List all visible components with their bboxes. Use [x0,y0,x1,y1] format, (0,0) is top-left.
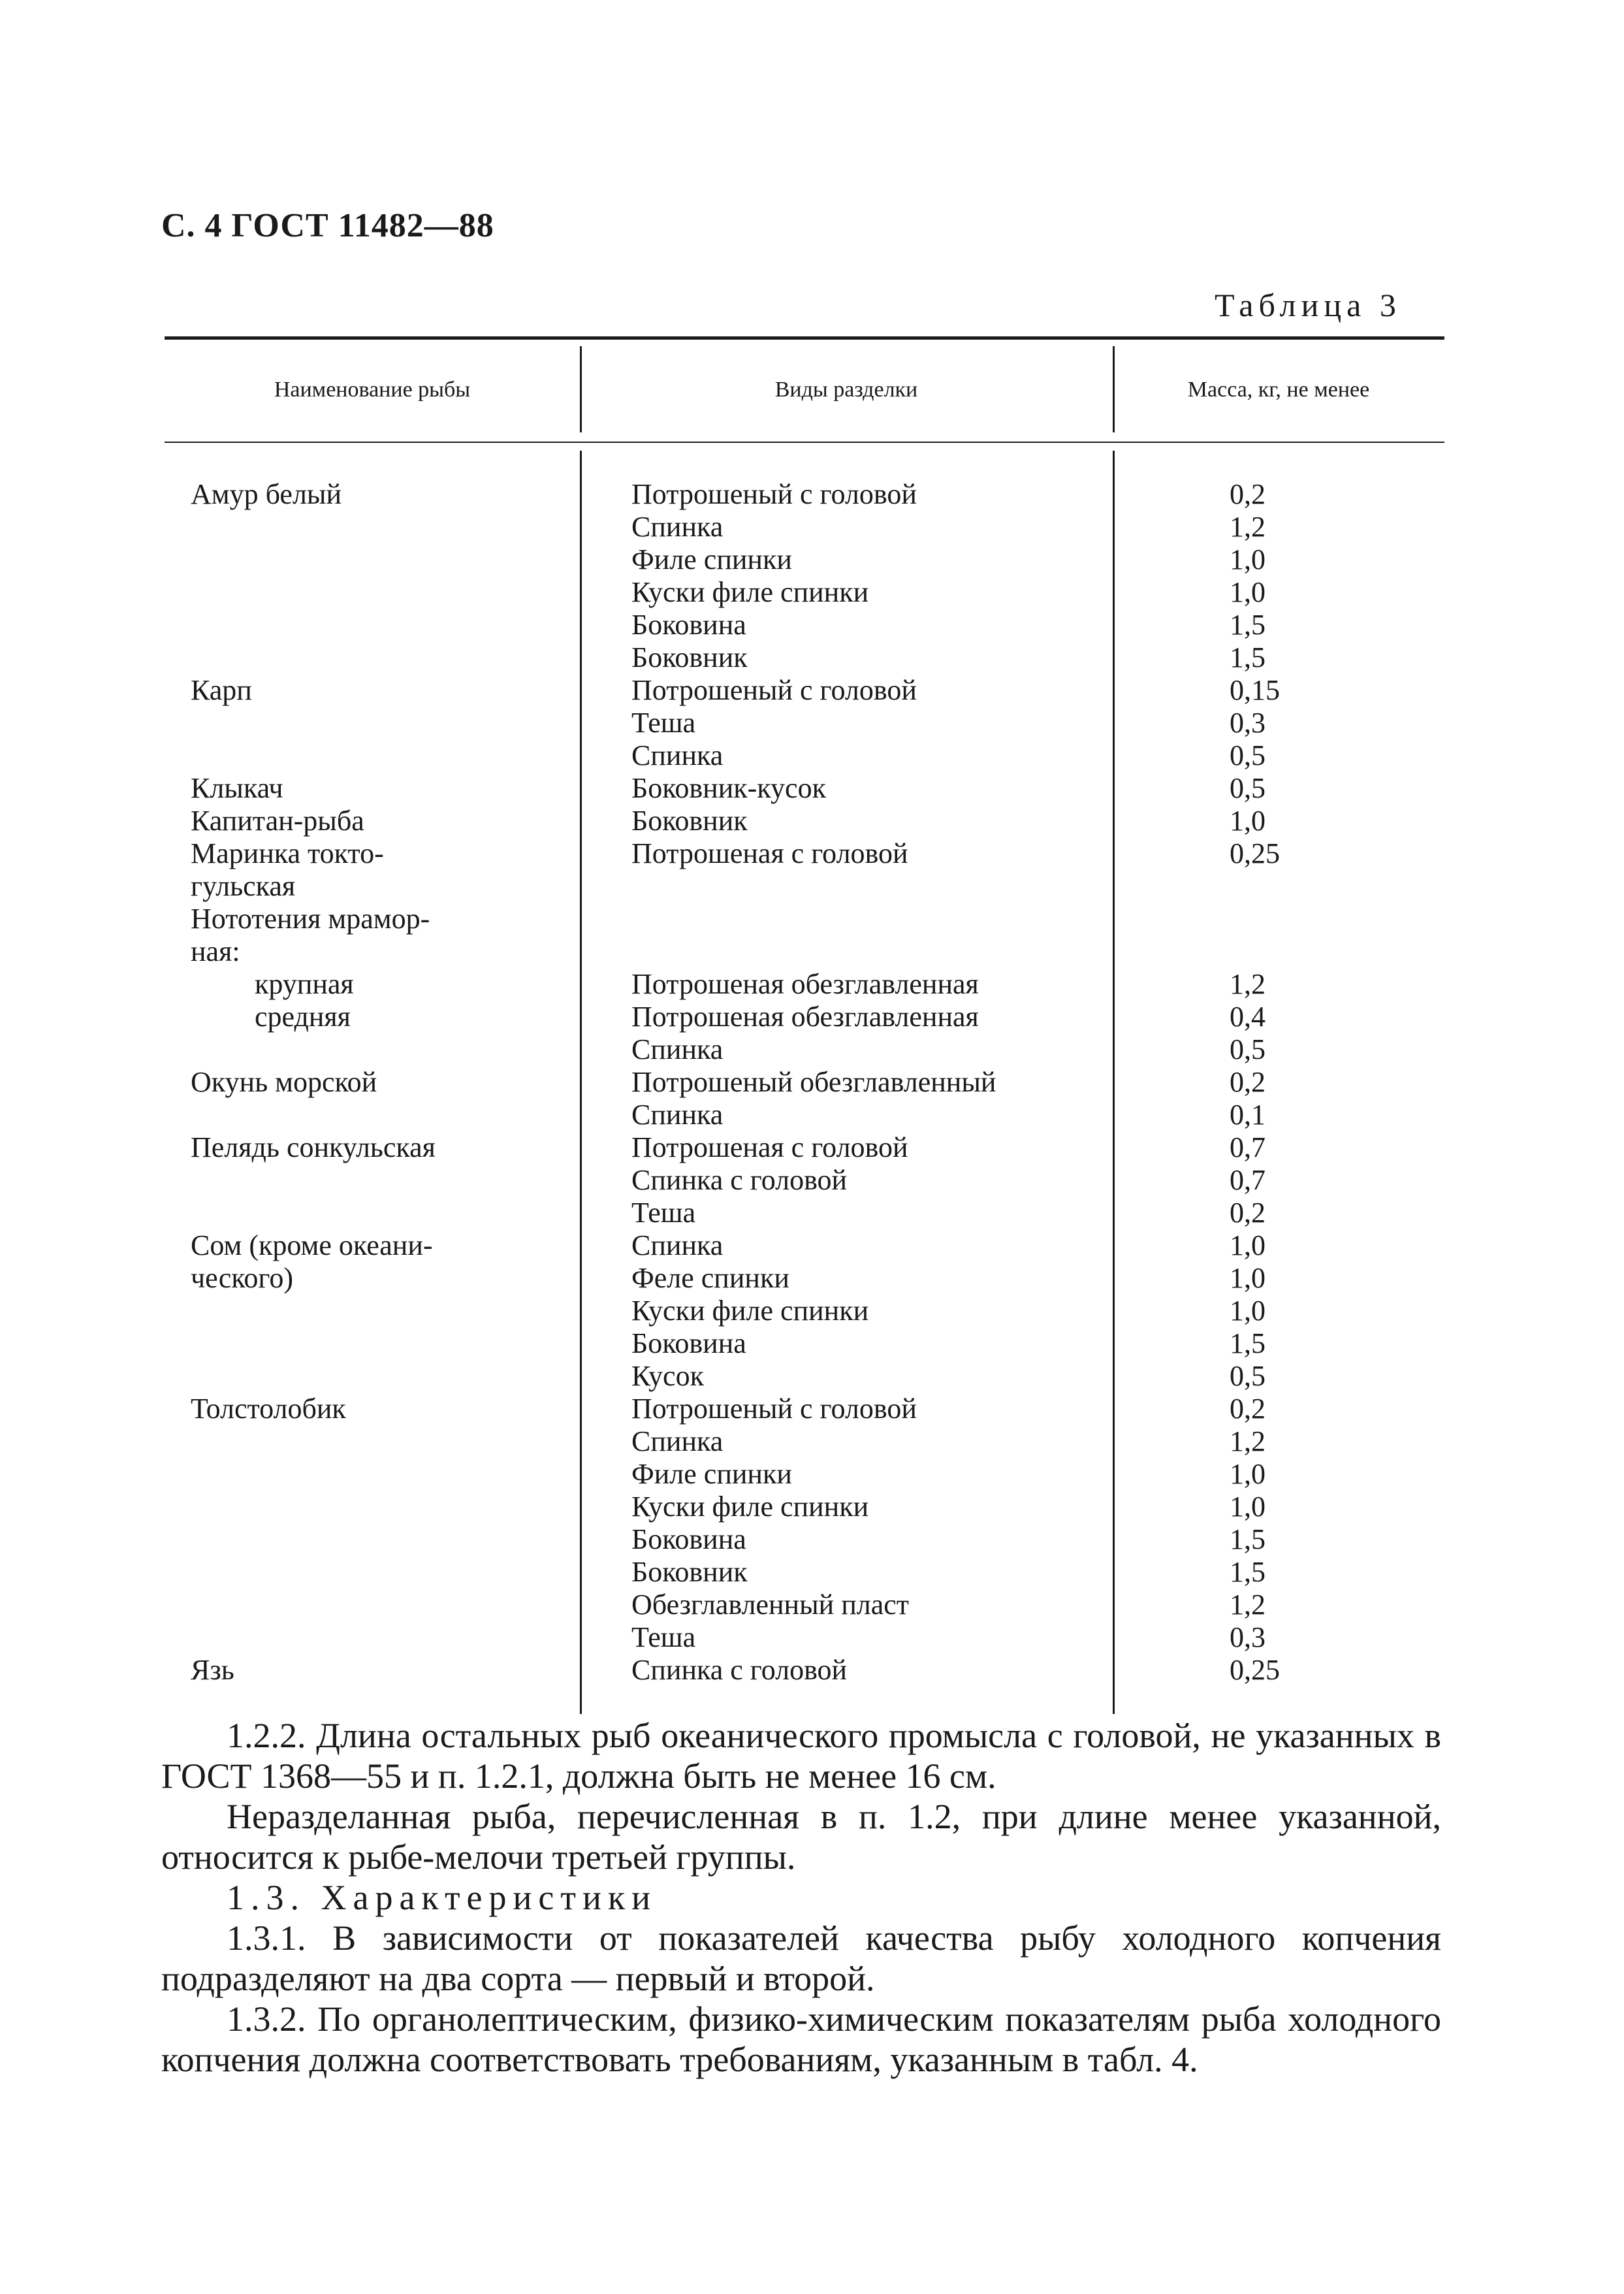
table-header-rule [165,442,1444,443]
cut-type-cell: Потрошеный с головой [631,674,917,706]
cut-type-cell: Филе спинки [631,1458,792,1490]
fish-name-cell: Пелядь сонкульская [191,1131,436,1163]
cut-type-cell: Феле спинки [631,1262,789,1294]
mass-cell: 1,2 [1230,968,1266,1000]
mass-cell: 1,0 [1230,1458,1266,1490]
mass-cell: 1,0 [1230,1295,1266,1327]
mass-cell: 0,5 [1230,1033,1266,1065]
fish-name-cell: средняя [255,1001,351,1033]
mass-cell: 1,5 [1230,1556,1266,1588]
mass-cell: 1,0 [1230,1491,1266,1523]
cut-type-cell: Потрошеная с головой [631,837,908,869]
fish-name-cell: Сом (кроме океани- [191,1229,433,1261]
body-text [161,1715,1441,2080]
paragraph-undressed-fish: Неразделанная рыба, перечисленная в п. 1.2, при длине менее указанной, относится к рыбе-мелочи третьей группы. [161,1797,1441,1877]
cut-type-cell: Куски филе спинки [631,576,869,608]
table-top-rule [165,336,1444,340]
table-row [0,1589,1624,1621]
table-row [0,1262,1624,1295]
mass-cell: 1,0 [1230,1262,1266,1294]
table-row [0,1360,1624,1393]
mass-cell: 1,5 [1230,641,1266,673]
table-row [0,1491,1624,1523]
table-row [0,1327,1624,1360]
cut-type-cell: Спинка [631,1033,724,1065]
mass-cell: 1,0 [1230,805,1266,837]
table-row [0,1654,1624,1687]
table-row [0,609,1624,641]
table-row [0,707,1624,739]
mass-cell: 0,4 [1230,1001,1266,1033]
cut-type-cell: Кусок [631,1360,704,1392]
table-row [0,674,1624,707]
fish-name-cell: крупная [255,968,354,1000]
cut-type-cell: Спинка [631,511,724,543]
table-row [0,641,1624,674]
cut-type-cell: Боковина [631,609,746,641]
cut-type-cell: Спинка [631,1099,724,1131]
cut-type-cell: Потрошеная обезглавленная [631,1001,979,1033]
fish-name-cell: Капитан-рыба [191,805,364,837]
paragraph-1-3-2: 1.3.2. По органолептическим, физико-химическим показателям рыба холодного копчения должна соответствовать требованиям, указанным в табл. 4. [161,1999,1441,2079]
fish-name-cell: Маринка токто- [191,837,384,869]
cut-type-cell: Теша [631,1197,696,1229]
table-row [0,935,1624,968]
mass-cell: 0,3 [1230,1621,1266,1653]
cut-type-cell: Спинка с головой [631,1654,848,1686]
mass-cell: 0,5 [1230,772,1266,804]
cut-type-cell: Потрошеная обезглавленная [631,968,979,1000]
mass-cell: 1,0 [1230,1229,1266,1261]
table-row [0,1295,1624,1327]
table-row [0,772,1624,805]
mass-cell: 0,2 [1230,1197,1266,1229]
table-row [0,968,1624,1001]
table-row [0,1131,1624,1164]
cut-type-cell: Куски филе спинки [631,1491,869,1523]
cut-type-cell: Боковина [631,1327,746,1359]
mass-cell: 1,5 [1230,609,1266,641]
table-row [0,739,1624,772]
cut-type-cell: Спинка [631,739,724,771]
fish-name-cell: Клыкач [191,772,283,804]
table-row [0,1099,1624,1131]
cut-type-cell: Боковник [631,641,748,673]
table-row [0,1001,1624,1033]
table-row [0,1197,1624,1229]
table-row [0,805,1624,837]
cut-type-cell: Потрошеная с головой [631,1131,908,1163]
table-row [0,511,1624,543]
mass-cell: 0,15 [1230,674,1280,706]
mass-cell: 1,2 [1230,511,1266,543]
table-row [0,1033,1624,1066]
mass-cell: 1,5 [1230,1327,1266,1359]
table-row [0,1556,1624,1589]
table-row [0,1164,1624,1197]
fish-name-cell: Окунь морской [191,1066,377,1098]
mass-cell: 0,25 [1230,1654,1280,1686]
mass-cell: 0,2 [1230,1393,1266,1425]
fish-name-cell: Нототения мрамор- [191,903,430,935]
cut-type-cell: Боковник [631,1556,748,1588]
mass-cell: 0,5 [1230,1360,1266,1392]
mass-cell: 0,7 [1230,1131,1266,1163]
cut-type-cell: Спинка [631,1229,724,1261]
cut-type-cell: Потрошеный обезглавленный [631,1066,996,1098]
table-row [0,1458,1624,1491]
cut-type-cell: Теша [631,707,696,739]
mass-cell: 0,2 [1230,1066,1266,1098]
table-row [0,1393,1624,1425]
cut-type-cell: Боковник-кусок [631,772,826,804]
fish-name-cell: гульская [191,870,296,902]
table-row [0,903,1624,935]
cut-type-cell: Потрошеный с головой [631,478,917,510]
cut-type-cell: Куски филе спинки [631,1295,869,1327]
mass-cell: 1,0 [1230,543,1266,575]
column-header-mass: Масса, кг, не менее [1187,378,1370,402]
mass-cell: 0,2 [1230,478,1266,510]
fish-name-cell: Карп [191,674,252,706]
fish-name-cell: Язь [191,1654,234,1686]
table-row [0,1523,1624,1556]
fish-name-cell: Толстолобик [191,1393,346,1425]
cut-type-cell: Теша [631,1621,696,1653]
table-row [0,543,1624,576]
table-row [0,576,1624,609]
column-header-cut-type: Виды разделки [774,378,918,402]
table-body [0,478,1624,1687]
page-header: С. 4 ГОСТ 11482—88 [161,207,494,244]
table-row [0,1066,1624,1099]
mass-cell: 1,2 [1230,1589,1266,1621]
mass-cell: 1,5 [1230,1523,1266,1555]
mass-cell: 0,25 [1230,837,1280,869]
table-caption: Таблица 3 [1215,287,1401,323]
mass-cell: 0,3 [1230,707,1266,739]
mass-cell: 1,2 [1230,1425,1266,1457]
mass-cell: 0,1 [1230,1099,1266,1131]
mass-cell: 0,7 [1230,1164,1266,1196]
mass-cell: 1,0 [1230,576,1266,608]
cut-type-cell: Боковник [631,805,748,837]
table-row [0,478,1624,511]
mass-cell: 0,5 [1230,739,1266,771]
table-row [0,837,1624,870]
paragraph-1-2-2: 1.2.2. Длина остальных рыб океанического промысла с головой, не указанных в ГОСТ 1368—55 и п. 1.2.1, должна быть не менее 16 см. [161,1716,1441,1796]
fish-name-cell: ная: [191,935,240,967]
section-heading-1-3: 1.3. Характеристики [227,1878,658,1917]
table-row [0,870,1624,903]
table-row [0,1229,1624,1262]
cut-type-cell: Боковина [631,1523,746,1555]
cut-type-cell: Спинка [631,1425,724,1457]
fish-name-cell: ческого) [191,1262,294,1294]
cut-type-cell: Потрошеный с головой [631,1393,917,1425]
table-row [0,1425,1624,1458]
column-header-fish-name: Наименование рыбы [274,378,471,402]
paragraph-1-3-1: 1.3.1. В зависимости от показателей качества рыбу холодного копчения подразделяют на два сорта — первый и второй. [161,1918,1441,1998]
cut-type-cell: Обезглавленный пласт [631,1589,910,1621]
fish-name-cell: Амур белый [191,478,342,510]
table-row [0,1621,1624,1654]
cut-type-cell: Спинка с головой [631,1164,848,1196]
cut-type-cell: Филе спинки [631,543,792,575]
